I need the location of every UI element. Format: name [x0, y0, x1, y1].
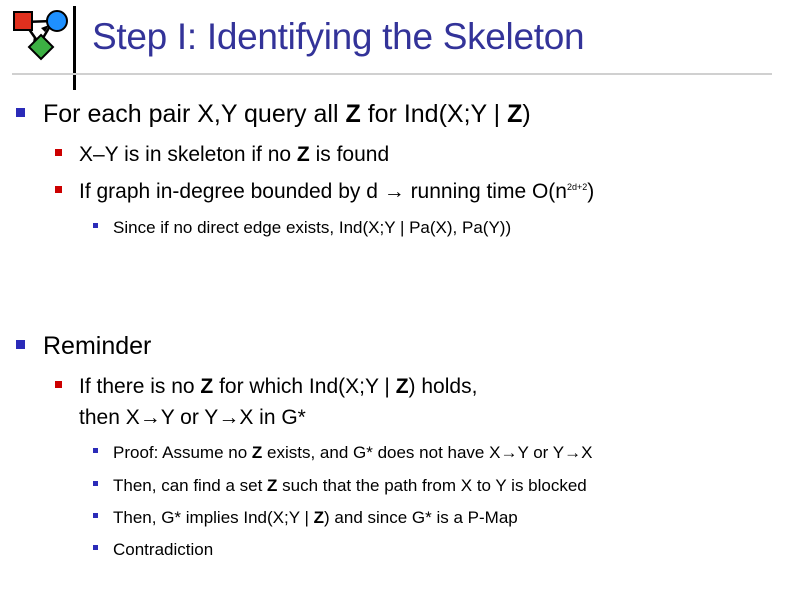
text-segment: For each pair X,Y query all [43, 100, 346, 128]
text-segment: Proof: Assume no [113, 443, 252, 462]
bold-z: Z [313, 508, 325, 527]
bullet-proof [113, 444, 592, 461]
text-segment: running time O(n [404, 180, 567, 203]
bullet-level2-marker [55, 381, 62, 388]
right-arrow-icon: → [564, 443, 582, 462]
bullet-running-time [79, 181, 594, 202]
network-graph-logo-icon [10, 8, 72, 70]
bullet-level3-marker [93, 481, 98, 486]
bullet-level3-marker [93, 448, 98, 453]
text-segment: X [581, 443, 593, 462]
text-segment: ) and since G* is a P-Map [324, 508, 518, 527]
bullet-if-no-z-line1 [79, 376, 477, 397]
text-segment: such that the path from X to Y is blocked [277, 476, 587, 495]
text-segment: for which Ind(X;Y | [213, 375, 396, 398]
bullet-if-no-z-line2 [79, 407, 306, 428]
text-segment: for Ind(X;Y | [360, 100, 508, 128]
text-segment: If graph in-degree bounded by d [79, 180, 384, 203]
bullet-no-direct-edge: Since if no direct edge exists, Ind(X;Y | Pa(X), Pa(Y)) [113, 218, 512, 237]
bullet-level3-marker [93, 545, 98, 550]
bullet-level1-marker [16, 340, 25, 349]
text-segment: X–Y is in skeleton if no [79, 143, 297, 166]
text-segment: Then, G* implies Ind(X;Y | [113, 508, 314, 527]
text-segment: Y or Y [517, 443, 565, 462]
bullet-level3-marker [93, 223, 98, 228]
right-arrow-icon: → [139, 406, 161, 429]
bullet-level1-marker [16, 108, 25, 117]
text-segment: exists, and G* does not have X [262, 443, 501, 462]
bold-z: Z [507, 100, 523, 128]
bullet-level2-marker [55, 149, 62, 156]
bullet-find-set [113, 477, 587, 494]
bold-z: Z [395, 375, 409, 398]
bullet-g-star-implies [113, 509, 518, 526]
bullet-skeleton-condition [79, 144, 389, 165]
text-segment: If there is no [79, 375, 201, 398]
bold-z: Z [200, 375, 214, 398]
bullet-reminder: Reminder [43, 332, 152, 360]
bold-z: Z [267, 476, 278, 495]
bold-z: Z [345, 100, 361, 128]
text-segment: X in G* [239, 406, 306, 429]
slide-title: Step I: Identifying the Skeleton [92, 16, 585, 57]
bullet-contradiction: Contradiction [113, 540, 214, 559]
text-segment: ) [522, 100, 531, 128]
text-segment: then X [79, 406, 140, 429]
bold-z: Z [296, 143, 310, 166]
title-horizontal-rule [12, 73, 772, 75]
text-segment: Then, can find a set [113, 476, 268, 495]
right-arrow-icon: → [383, 180, 405, 203]
exponent: 2d+2 [566, 182, 588, 192]
text-segment: ) [587, 180, 595, 203]
bold-z: Z [251, 443, 263, 462]
text-segment: Y or Y [160, 406, 219, 429]
text-segment: is found [309, 143, 390, 166]
right-arrow-icon: → [218, 406, 240, 429]
text-segment: ) holds, [408, 375, 478, 398]
right-arrow-icon: → [500, 443, 518, 462]
title-vertical-divider [73, 6, 76, 90]
bullet-level3-marker [93, 513, 98, 518]
bullet-for-each-pair [43, 102, 531, 127]
bullet-level2-marker [55, 186, 62, 193]
